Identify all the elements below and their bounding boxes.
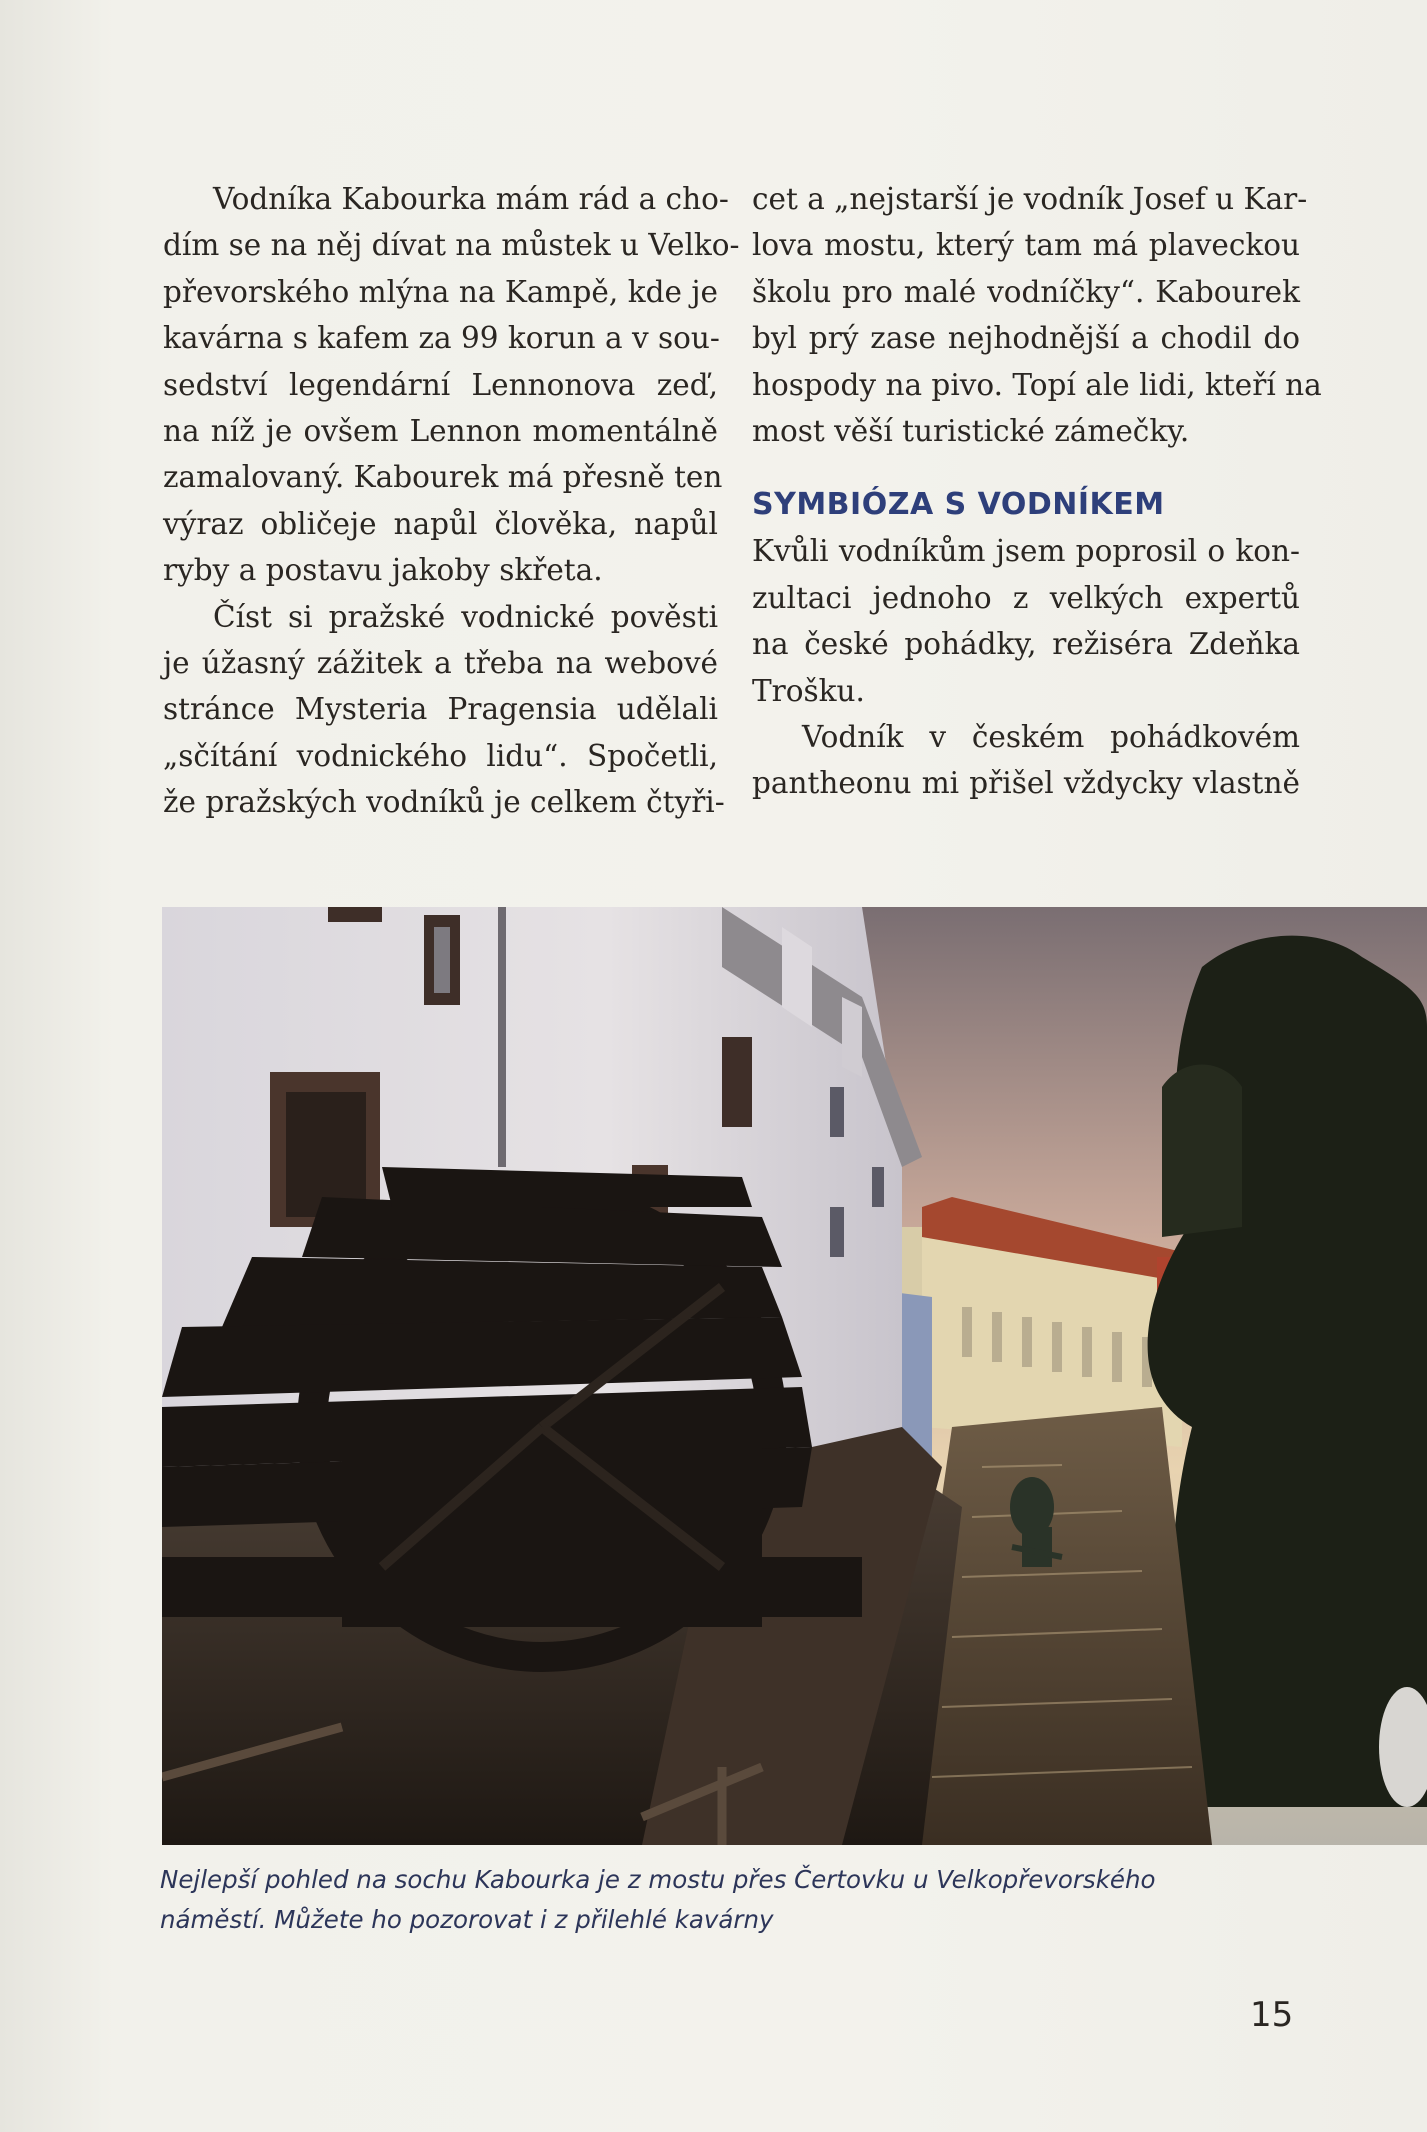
watermill-photo	[162, 907, 1427, 1845]
text-line: že pražských vodníků je celkem čtyři-	[163, 785, 725, 820]
text-line: Trošku.	[752, 673, 865, 708]
paragraph	[163, 594, 725, 826]
paragraph	[752, 714, 1300, 807]
text-line: je úžasný zážitek a třeba na webové	[163, 646, 718, 681]
text-line: most věší turistické zámečky.	[752, 414, 1190, 449]
text-line: sedství legendární Lennonova zeď,	[163, 367, 718, 402]
text-line: kavárna s kafem za 99 korun a v sou-	[163, 321, 720, 356]
text-line: „sčítání vodnického lidu“. Spočetli,	[163, 738, 718, 773]
text-line: Vodníka Kabourka mám rád a cho-	[213, 182, 729, 216]
text-line: výraz obličeje napůl člověka, napůl	[163, 506, 718, 541]
text-line: na české pohádky, režiséra Zdeňka	[752, 627, 1300, 662]
text-line: stránce Mysteria Pragensia udělali	[163, 692, 718, 727]
right-text-column	[752, 176, 1322, 807]
paragraph	[752, 528, 1300, 714]
text-line: lova mostu, který tam má plaveckou	[752, 228, 1300, 263]
text-line: zultaci jednoho z velkých expertů	[752, 580, 1300, 615]
text-line: ryby a postavu jakoby skřeta.	[163, 553, 603, 588]
photo-caption	[160, 1860, 1260, 1940]
paragraph	[163, 176, 740, 594]
text-line: hospody na pivo. Topí ale lidi, kteří na	[752, 367, 1322, 402]
caption-line: Nejlepší pohled na sochu Kabourka je z mostu přes Čertovku u Velkopřevorského	[160, 1865, 1156, 1894]
text-line: zamalovaný. Kabourek má přesně ten	[163, 460, 723, 495]
text-line: převorského mlýna na Kampě, kde je	[163, 274, 718, 309]
text-line: cet a „nejstarší je vodník Josef u Kar-	[752, 182, 1308, 216]
text-line: byl prý zase nejhodnější a chodil do	[752, 321, 1300, 356]
caption-line: náměstí. Můžete ho pozorovat i z přilehlé kavárny	[160, 1905, 774, 1934]
text-line: dím se na něj dívat na můstek u Velko-	[163, 228, 740, 263]
text-line: Kvůli vodníkům jsem poprosil o kon-	[752, 534, 1300, 569]
text-line: Číst si pražské vodnické pověsti	[213, 599, 718, 634]
text-line: pantheonu mi přišel vždycky vlastně	[752, 766, 1300, 801]
page-number: 15	[1250, 1995, 1294, 2035]
text-line: Vodník v českém pohádkovém	[802, 720, 1300, 755]
section-heading: SYMBIÓZA S VODNÍKEM	[752, 487, 1165, 523]
text-line: školu pro malé vodníčky“. Kabourek	[752, 274, 1300, 309]
paragraph	[752, 176, 1322, 454]
text-line: na níž je ovšem Lennon momentálně	[163, 414, 718, 449]
left-text-column	[163, 176, 740, 826]
